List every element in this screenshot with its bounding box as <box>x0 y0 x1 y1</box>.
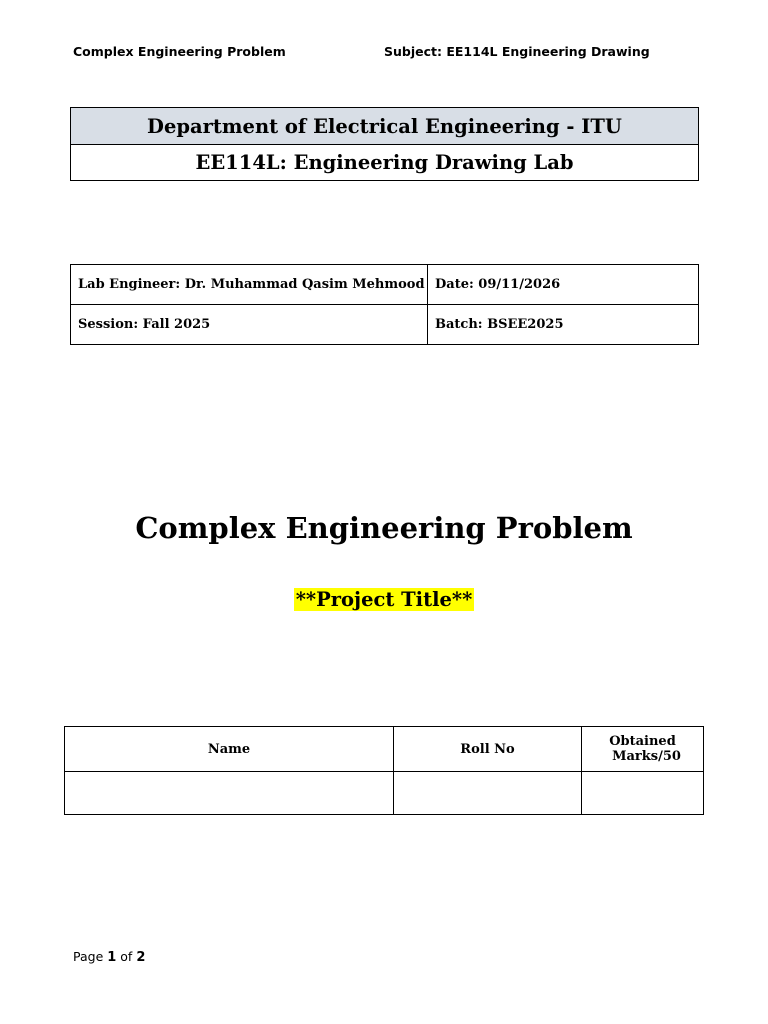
project-title-block <box>0 588 768 611</box>
lab-engineer: Lab Engineer: Dr. Muhammad Qasim Mehmood <box>71 265 428 305</box>
name-cell[interactable] <box>65 772 394 815</box>
roll-column-header: Roll No <box>394 727 582 772</box>
running-header-left: Complex Engineering Problem <box>73 44 286 59</box>
page-number-footer <box>73 949 145 965</box>
marks-column-header <box>582 727 704 772</box>
of-word: of <box>120 949 133 964</box>
course-name: EE114L: Engineering Drawing Lab <box>71 145 699 181</box>
page-word: Page <box>73 949 104 964</box>
marks-header-line1: Obtained <box>609 734 676 749</box>
current-page-number: 1 <box>107 950 117 965</box>
page-title: Complex Engineering Problem <box>135 511 633 545</box>
batch: Batch: BSEE2025 <box>428 305 699 345</box>
project-title-placeholder[interactable]: **Project Title** <box>295 588 473 611</box>
department-table <box>70 107 699 181</box>
session: Session: Fall 2025 <box>71 305 428 345</box>
roll-cell[interactable] <box>394 772 582 815</box>
student-table <box>64 726 704 815</box>
marks-header-line2: Marks/50 <box>612 749 681 764</box>
table-row <box>65 772 704 815</box>
marks-cell[interactable] <box>582 772 704 815</box>
name-column-header: Name <box>65 727 394 772</box>
department-name: Department of Electrical Engineering - ITU <box>71 108 699 145</box>
total-page-number: 2 <box>136 950 146 965</box>
date: Date: 09/11/2026 <box>428 265 699 305</box>
lab-info-table <box>70 264 699 345</box>
running-header-right: Subject: EE114L Engineering Drawing <box>384 44 650 59</box>
